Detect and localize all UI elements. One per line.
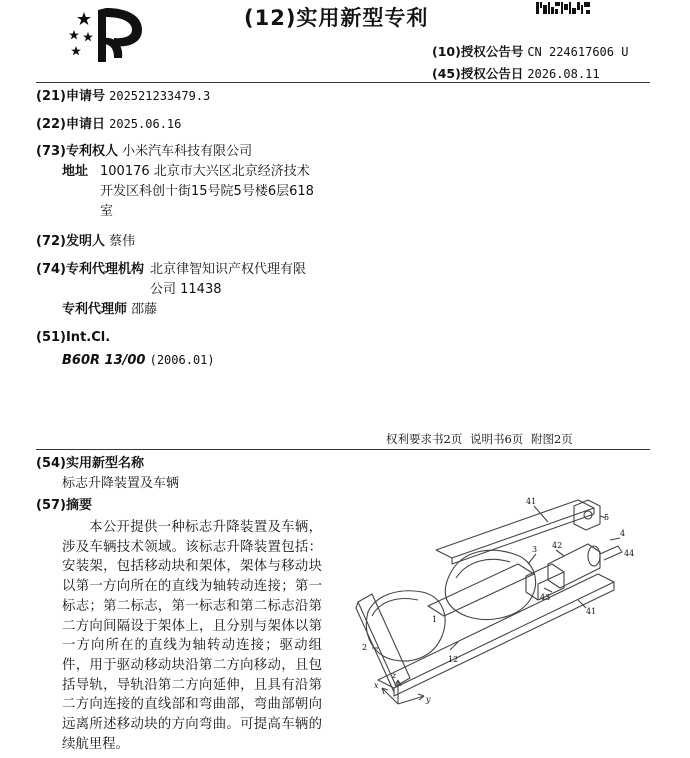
ipc-code: B60R 13/00: [62, 353, 146, 368]
filing-date-value: 2025.06.16: [109, 117, 182, 131]
cnipa-logo-icon: [62, 2, 152, 64]
grant-date-line: [432, 64, 600, 82]
agency-line: 北京律智知识产权代理有限: [150, 262, 307, 277]
grant-number-line: [432, 42, 628, 60]
section-rule: [36, 449, 650, 450]
inventor-value: 蔡伟: [109, 234, 136, 249]
filing-date-field: [36, 114, 181, 135]
address-label: 地址: [62, 164, 89, 179]
figure-label: 3: [532, 545, 538, 554]
inventor-field: [36, 232, 135, 252]
utility-name-label: (54)实用新型名称: [36, 456, 144, 471]
application-number-value: 202521233479.3: [109, 89, 211, 103]
address-line: 室: [100, 204, 114, 219]
ipc-label: (51)Int.Cl.: [36, 330, 111, 345]
grant-number-label: (10)授权公告号: [432, 44, 524, 59]
patentee-value: 小米汽车科技有限公司: [122, 144, 253, 159]
figure-label: 41: [526, 497, 537, 506]
figure-label: 43: [540, 593, 551, 602]
address-line: 100176 北京市大兴区北京经济技术: [100, 164, 310, 179]
application-number-field: [36, 86, 210, 107]
ipc-version: (2006.01): [149, 353, 215, 367]
header-rule: [36, 82, 650, 83]
patent-drawing: [338, 490, 664, 722]
figure-label: 44: [624, 549, 635, 558]
figure-label: 42: [552, 541, 563, 550]
grant-date-label: (45)授权公告日: [432, 66, 524, 81]
grant-number-value: CN 224617606 U: [527, 45, 629, 59]
abstract-text: 本公开提供一种标志升降装置及车辆，涉及车辆技术领域。该标志升降装置包括：安装架，包括移动块和架体，架体与移动块以第一方向所在的直线为轴转动连接；第一标志；第二标志，第一标志和第二标志沿第二方向间隔设于架体上，且分别与架体以第一方向所在的直线为轴转动连接；驱动组件，用于驱动移动块沿第二方向移动，且包括导轨，导轨沿第二方向延伸，且具有沿第二方向连接的直线部和弯曲部，弯曲部朝向远离所述移动块的方向弯曲。可提高车辆的续航里程。: [62, 520, 322, 752]
abstract-label: (57)摘要: [36, 498, 92, 513]
patentee-label: (73)专利权人: [36, 144, 118, 159]
figure-label: 4: [620, 529, 626, 538]
agent-label: 专利代理师: [62, 302, 128, 317]
agency-label: (74)专利代理机构: [36, 262, 144, 277]
figure-label: 5: [604, 513, 610, 522]
grant-date-value: 2026.08.11: [527, 67, 600, 81]
figure-label: 1: [432, 615, 438, 624]
address-line: 开发区科创十街15号院5号楼6层618: [100, 184, 314, 199]
agent-field: [62, 300, 157, 320]
application-number-label: (21)申请号: [36, 89, 105, 104]
document-title: (12)实用新型专利: [244, 6, 429, 30]
barcode-icon: [536, 2, 590, 14]
inventor-label: (72)发明人: [36, 234, 105, 249]
axis-label: x: [374, 681, 379, 690]
figure-label: 41: [586, 607, 597, 616]
figure-label: 2: [362, 643, 368, 652]
figure-label: 12: [448, 655, 459, 664]
ipc-classification: [62, 350, 215, 371]
agent-value: 邵藤: [131, 302, 158, 317]
patentee-field: [36, 142, 252, 162]
utility-name-value: 标志升降装置及车辆: [62, 476, 180, 491]
agency-line: 公司 11438: [150, 282, 222, 297]
axis-label: y: [426, 695, 431, 704]
page-count-info: 权利要求书2页 说明书6页 附图2页: [386, 432, 573, 446]
filing-date-label: (22)申请日: [36, 117, 105, 132]
axis-label: z: [392, 671, 397, 680]
